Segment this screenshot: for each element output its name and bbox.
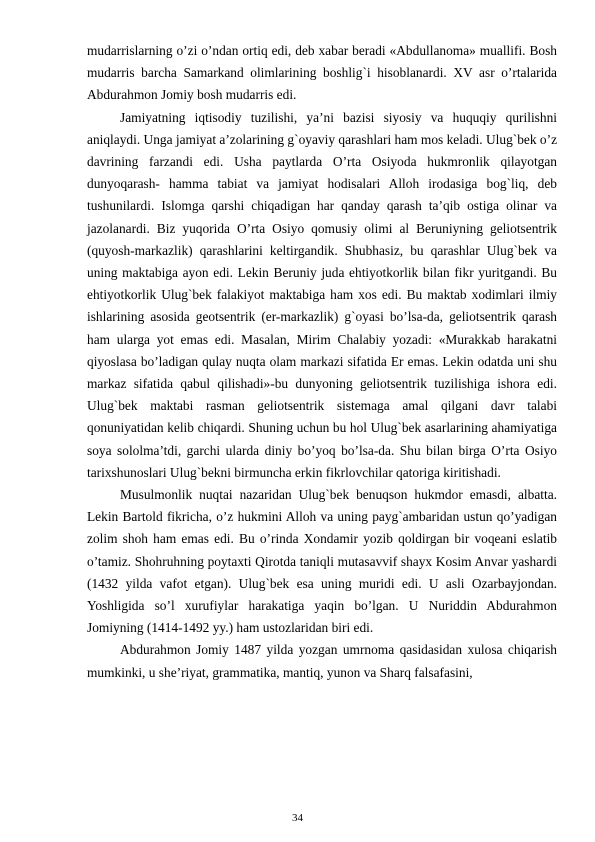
paragraph-3: Musulmonlik nuqtai nazaridan Ulug`bek benuqson hukmdor emasdi, albatta. Lekin Bartold fikricha, o’z hukmini Alloh va uning payg`ambaridan ustun qo’yadigan zolim shoh ham emas edi. Bu o’rinda Xondamir yozib qoldirgan bir voqeani eslatib o’tamiz. Shohruhning poytaxti Qirotda taniqli mutasavvif shayx Kosim Anvar yashardi (1432 yilda vafot etgan). Ulug`bek esa uning muridi edi. U asli Ozarbayjondan. Yoshligida so’l xurufiylar harakatiga yaqin bo’lgan. U Nuriddin Abdurahmon Jomiyning (1414-1492 yy.) ham ustozlaridan biri edi.	[87, 487, 557, 636]
paragraph-1: mudarrislarning o’zi o’ndan ortiq edi, deb xabar beradi «Abdullanoma» muallifi. Bosh mudarris barcha Samarkand olimlarining boshlig`i hisoblanardi. XV asr o’rtalarida Abdurahmon Jomiy bosh mudarris edi.	[87, 43, 557, 103]
document-body	[87, 40, 557, 684]
page-number: 34	[292, 812, 303, 824]
paragraph-4: Abdurahmon Jomiy 1487 yilda yozgan umrnoma qasidasidan xulosa chiqarish mumkinki, u she’riyat, grammatika, mantiq, yunon va Sharq falsafasini,	[87, 642, 557, 680]
paragraph-2: Jamiyatning iqtisodiy tuzilishi, ya’ni bazisi siyosiy va huquqiy qurilishni aniqlaydi. Unga jamiyat a’zolarining g`oyaviy qarashlari ham mos keladi. Ulug`bek o’z davrining farzandi edi. Usha paytlarda O’rta Osiyoda hukmronlik qilayotgan dunyoqarash- hamma tabiat va jamiyat hodisalari Alloh irodasiga bog`liq, deb tushunilardi. Islomga qarshi chiqadigan har qanday qarash ta’qib ostiga olinar va jazolanardi. Biz yuqorida O’rta Osiyo qomusiy olimi al Beruniyning geliotsentrik (quyosh-markazlik) qarashlarini keltirgandik. Shubhasiz, bu qarashlar Ulug`bek va uning maktabiga ayon edi. Lekin Beruniy juda ehtiyotkorlik bilan fikr yuritgandi. Bu ehtiyotkorlik Ulug`bek falakiyot maktabiga ham xos edi. Bu maktab xodimlari ilmiy ishlarining asosida geotsentrik (er-markazlik) g`oyasi bo’lsa-da, geliotsentrik qarash ham ularga yot emas edi. Masalan, Mirim Chalabiy yozadi: «Murakkab harakatni qiyoslasa bo’ladigan qulay nuqta olam markazi sifatida Er emas. Lekin odatda uni shu markaz sifatida qabul qilishadi»-bu dunyoning geliotsentrik tuzilishiga ishora edi. Ulug`bek maktabi rasman geliotsentrik sistemaga amal qilgani davr talabi qonuniyatidan kelib chiqardi. Shuning uchun bu hol Ulug`bek asarlarining ahamiyatiga soya sololma’tdi, garchi ularda diniy bo’yoq bo’lsa-da. Shu bilan birga O’rta Osiyo tarixshunoslari Ulug`bekni birmuncha erkin fikrlovchilar qatoriga kiritishadi.	[87, 109, 558, 480]
